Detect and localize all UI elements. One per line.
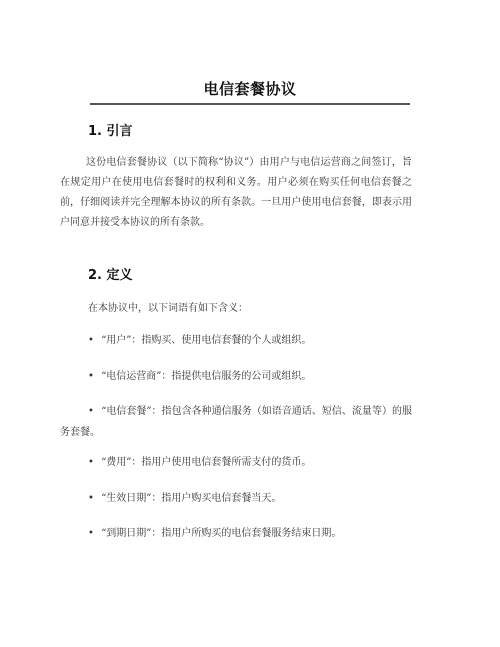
list-item <box>60 523 412 544</box>
bullet-icon: • <box>88 406 94 417</box>
bullet-icon: • <box>88 528 94 539</box>
list-item <box>60 452 412 473</box>
definition-text: “到期日期”：指用户所购买的电信套餐服务结束日期。 <box>101 528 342 539</box>
bullet-icon: • <box>88 493 94 504</box>
bullet-icon: • <box>88 371 94 382</box>
definition-text: “费用”：指用户使用电信套餐所需支付的货币。 <box>101 457 312 468</box>
introduction-paragraph: 这份电信套餐协议（以下简称“协议”）由用户与电信运营商之间签订，旨在规定用户在使用电信套餐时的权利和义务。用户必须在购买任何电信套餐之前，仔细阅读并完全理解本协议的所有条款。一旦用户使用电信套餐，即表示用户同意并接受本协议的所有条款。 <box>60 157 412 228</box>
list-item <box>60 330 412 351</box>
bullet-icon: • <box>88 457 94 468</box>
section-heading-introduction: 1. 引言 <box>88 124 133 139</box>
bullet-icon: • <box>88 335 94 346</box>
definitions-lead: 在本协议中，以下词语有如下含义： <box>88 303 248 314</box>
definition-text: “用户”：指购买、使用电信套餐的个人或组织。 <box>101 335 312 346</box>
definition-text: “生效日期”：指用户购买电信套餐当天。 <box>101 493 282 504</box>
definition-text: “电信运营商”：指提供电信服务的公司或组织。 <box>101 371 312 382</box>
section-heading-definitions: 2. 定义 <box>88 268 133 283</box>
title-divider <box>90 103 410 105</box>
definition-text: “电信套餐”：指包含各种通信服务（如语音通话、短信、流量等）的服务套餐。 <box>60 406 412 438</box>
list-item <box>60 366 412 387</box>
document-title: 电信套餐协议 <box>203 80 297 98</box>
list-item <box>60 401 412 443</box>
list-item <box>60 488 412 509</box>
